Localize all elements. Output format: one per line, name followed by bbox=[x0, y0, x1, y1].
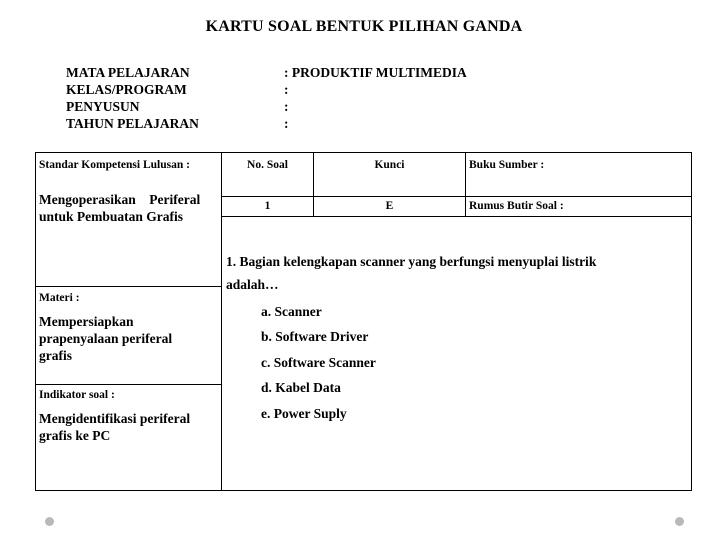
corner-dot-left bbox=[45, 517, 54, 526]
kunci-label: Kunci bbox=[374, 159, 405, 171]
standar-kompetensi-line1: Mengoperasikan Periferal bbox=[39, 192, 201, 207]
row-divider-top bbox=[221, 196, 691, 197]
corner-dot-right bbox=[675, 517, 684, 526]
buku-sumber-label: Buku Sumber : bbox=[469, 159, 545, 171]
indikator-line2: grafis ke PC bbox=[39, 428, 111, 443]
materi-line2: prapenyalaan periferal bbox=[39, 331, 173, 346]
kunci-value: E bbox=[385, 200, 394, 212]
kelas-program-label: KELAS/PROGRAM bbox=[66, 82, 187, 97]
penyusun-label: PENYUSUN bbox=[66, 99, 140, 114]
question-text-line2: adalah… bbox=[226, 277, 279, 292]
kelas-program-value: : bbox=[284, 82, 289, 97]
materi-label: Materi : bbox=[39, 292, 80, 304]
tahun-pelajaran-value: : bbox=[284, 116, 289, 131]
no-soal-value: 1 bbox=[264, 200, 271, 212]
materi-line3: grafis bbox=[39, 348, 72, 363]
tahun-pelajaran-label: TAHUN PELAJARAN bbox=[66, 116, 199, 131]
standar-kompetensi-label: Standar Kompetensi Lulusan : bbox=[39, 159, 190, 171]
option-d: d. Kabel Data bbox=[261, 380, 341, 395]
indikator-label: Indikator soal : bbox=[39, 389, 115, 401]
option-a: a. Scanner bbox=[261, 304, 322, 319]
row-divider-values bbox=[221, 216, 691, 217]
option-e: e. Power Suply bbox=[261, 406, 347, 421]
indikator-line1: Mengidentifikasi periferal bbox=[39, 411, 191, 426]
mata-pelajaran-value: : PRODUKTIF MULTIMEDIA bbox=[284, 65, 467, 80]
option-c: c. Software Scanner bbox=[261, 355, 376, 370]
penyusun-value: : bbox=[284, 99, 289, 114]
row-divider-materi bbox=[36, 286, 221, 287]
standar-kompetensi-line2: untuk Pembuatan Grafis bbox=[39, 209, 184, 224]
row-divider-indikator bbox=[36, 384, 221, 385]
question-card bbox=[35, 152, 692, 491]
mata-pelajaran-label: MATA PELAJARAN bbox=[66, 65, 190, 80]
column-divider-kunci bbox=[465, 153, 466, 216]
option-b: b. Software Driver bbox=[261, 329, 369, 344]
materi-line1: Mempersiapkan bbox=[39, 314, 134, 329]
rumus-butir-soal-label: Rumus Butir Soal : bbox=[469, 200, 564, 212]
question-text-line1: 1. Bagian kelengkapan scanner yang berfungsi menyuplai listrik bbox=[226, 254, 597, 269]
no-soal-label: No. Soal bbox=[247, 159, 288, 171]
page-title: KARTU SOAL BENTUK PILIHAN GANDA bbox=[205, 18, 523, 35]
